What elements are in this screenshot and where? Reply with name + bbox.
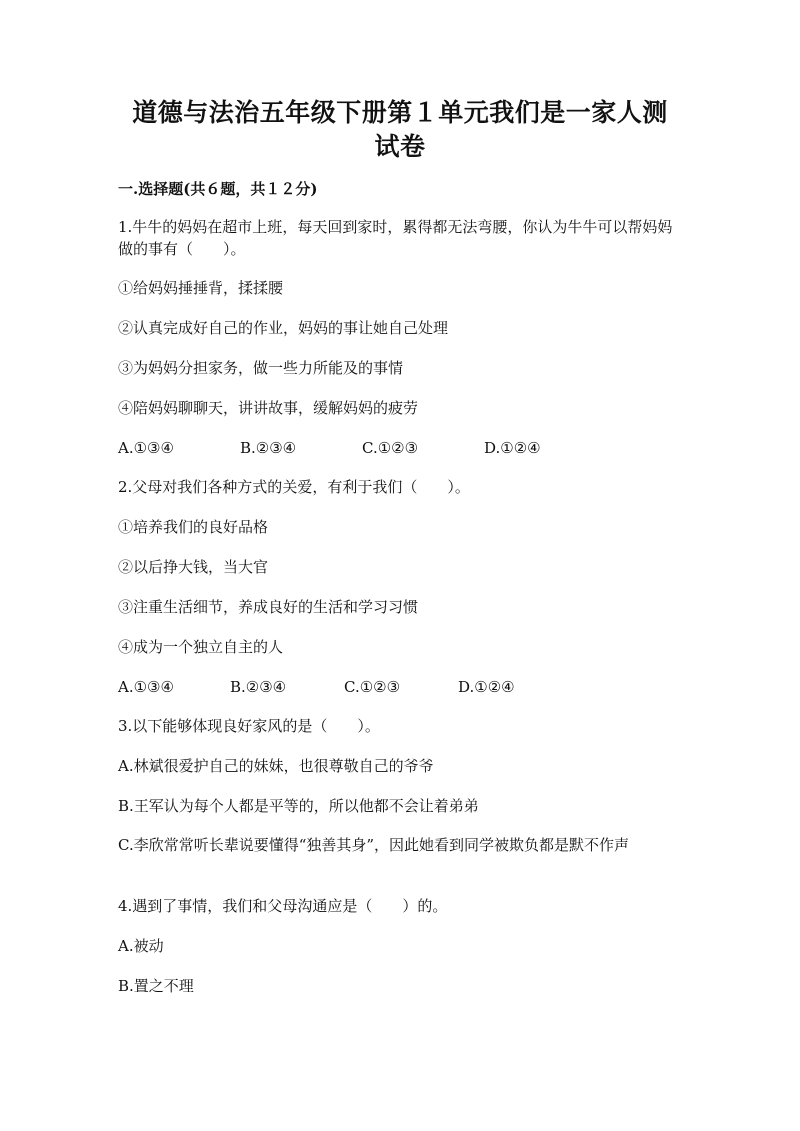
question-2-stem: 2.父母对我们各种方式的关爱，有利于我们（ ）。 [118,478,470,496]
question-1-item-2: ②认真完成好自己的作业，妈妈的事让她自己处理 [118,319,449,337]
question-1-option-a: A.①③④ [118,439,174,457]
question-2-option-b: B.②③④ [230,678,287,696]
question-4-option-a: A.被动 [118,937,164,955]
question-2-option-c: C.①②③ [344,678,401,696]
question-2-option-d: D.①②④ [458,678,515,696]
question-2-item-1: ①培养我们的良好品格 [118,518,269,536]
question-3-option-c: C.李欣常常听长辈说要懂得“独善其身”，因此她看到同学被欺负都是默不作声 [118,836,630,854]
question-4-option-b: B.置之不理 [118,977,194,995]
question-1-option-c: C.①②③ [362,439,419,457]
question-3-option-b: B.王军认为每个人都是平等的，所以他都不会让着弟弟 [118,797,479,815]
question-2-item-4: ④成为一个独立自主的人 [118,638,284,656]
question-3-stem: 3.以下能够体现良好家风的是（ ）。 [118,717,380,735]
page-title: 道德与法治五年级下册第１单元我们是一家人测试卷 [132,98,668,161]
question-3-option-a: A.林斌很爱护自己的妹妹，也很尊敬自己的爷爷 [118,757,434,775]
question-4-stem: 4.遇到了事情，我们和父母沟通应是（ ）的。 [118,897,448,915]
question-1-option-d: D.①②④ [484,439,541,457]
question-2-item-3: ③注重生活细节，养成良好的生活和学习习惯 [118,598,419,616]
section-heading: 一.选择题(共６题，共１２分) [118,180,318,198]
question-1-stem: 1.牛牛的妈妈在超市上班，每天回到家时，累得都无法弯腰，你认为牛牛可以帮妈妈做的事有（ ）。 [118,218,673,258]
question-1-option-b: B.②③④ [240,439,297,457]
question-2-option-a: A.①③④ [118,678,174,696]
question-1-item-4: ④陪妈妈聊聊天，讲讲故事，缓解妈妈的疲劳 [118,399,419,417]
question-1-item-1: ①给妈妈捶捶背，揉揉腰 [118,279,284,297]
question-1-item-3: ③为妈妈分担家务，做一些力所能及的事情 [118,359,404,377]
question-2-item-2: ②以后挣大钱，当大官 [118,558,269,576]
